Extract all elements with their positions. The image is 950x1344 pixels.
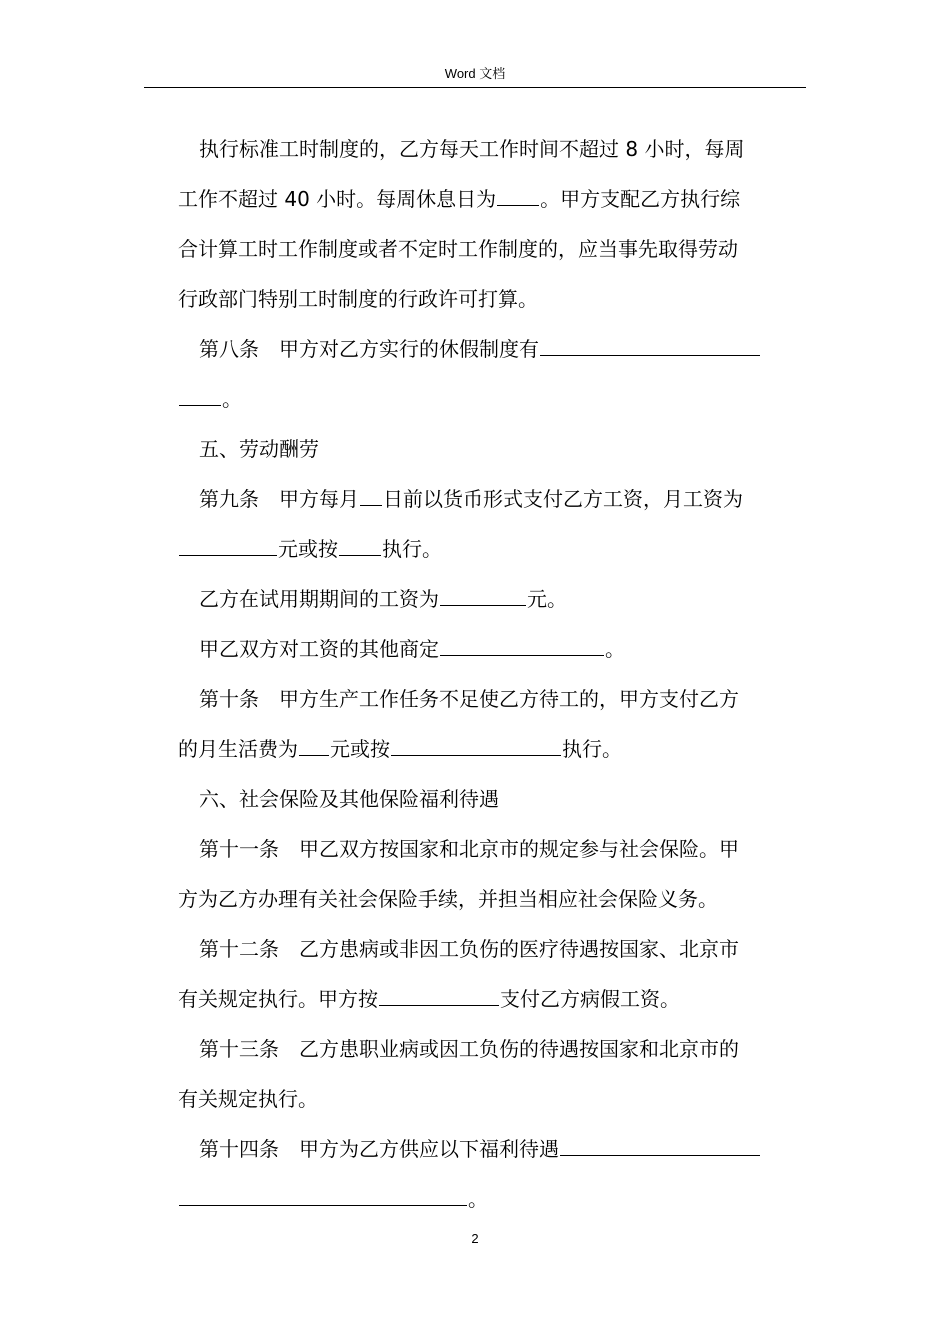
paragraph-line bbox=[178, 734, 622, 764]
text-run: 工作不超过 40 小时。每周休息日为 bbox=[178, 187, 497, 211]
text-run: 。 bbox=[605, 637, 625, 661]
text-run: 第十一条 甲乙双方按国家和北京市的规定参与社会保险。甲 bbox=[199, 837, 739, 861]
fill-in-blank[interactable] bbox=[179, 385, 221, 406]
text-run: 乙方在试用期期间的工资为 bbox=[199, 587, 439, 611]
article-13-line bbox=[199, 1034, 739, 1064]
text-run: 元。 bbox=[527, 587, 567, 611]
text-run: 第十三条 乙方患职业病或因工负伤的待遇按国家和北京市的 bbox=[199, 1037, 739, 1061]
text-run: 方为乙方办理有关社会保险手续，并担当相应社会保险义务。 bbox=[178, 887, 718, 911]
fill-in-blank[interactable] bbox=[560, 1135, 760, 1156]
fill-in-blank[interactable] bbox=[179, 535, 277, 556]
article-9-line bbox=[199, 484, 743, 514]
fill-in-blank[interactable] bbox=[339, 535, 381, 556]
paragraph-line bbox=[178, 384, 242, 414]
fill-in-blank[interactable] bbox=[391, 735, 561, 756]
section-heading bbox=[199, 434, 319, 464]
fill-in-blank[interactable] bbox=[179, 1185, 467, 1206]
text-run: 的月生活费为 bbox=[178, 737, 298, 761]
text-run: 甲乙双方对工资的其他商定 bbox=[199, 637, 439, 661]
text-run: 第十条 甲方生产工作任务不足使乙方待工的，甲方支付乙方 bbox=[199, 687, 739, 711]
text-run: 有关规定执行。甲方按 bbox=[178, 987, 378, 1011]
text-run: 行政部门特别工时制度的行政许可打算。 bbox=[178, 287, 538, 311]
fill-in-blank[interactable] bbox=[379, 985, 499, 1006]
paragraph-line bbox=[199, 584, 567, 614]
text-run: 执行。 bbox=[382, 537, 442, 561]
article-12-line bbox=[199, 934, 739, 964]
article-10-line bbox=[199, 684, 739, 714]
paragraph-line bbox=[199, 634, 625, 664]
text-run: 第八条 甲方对乙方实行的休假制度有 bbox=[199, 337, 539, 361]
text-run: 第十四条 甲方为乙方供应以下福利待遇 bbox=[199, 1137, 559, 1161]
paragraph-line bbox=[178, 534, 442, 564]
text-run: 五、劳动酬劳 bbox=[199, 437, 319, 461]
paragraph-line bbox=[178, 984, 680, 1014]
text-run: 。甲方支配乙方执行综 bbox=[540, 187, 741, 211]
paragraph-line bbox=[178, 234, 738, 264]
text-run: 元或按 bbox=[330, 737, 390, 761]
paragraph-line bbox=[199, 134, 744, 164]
text-run: 。 bbox=[468, 1187, 488, 1211]
fill-in-blank[interactable] bbox=[540, 335, 760, 356]
page-header: Word 文档 bbox=[444, 66, 506, 81]
fill-in-blank[interactable] bbox=[497, 185, 539, 206]
text-run: 日前以货币形式支付乙方工资，月工资为 bbox=[383, 487, 743, 511]
section-heading bbox=[199, 784, 499, 814]
paragraph-line bbox=[178, 1184, 488, 1214]
paragraph-line bbox=[178, 884, 718, 914]
text-run: 合计算工时工作制度或者不定时工作制度的，应当事先取得劳动 bbox=[178, 237, 738, 261]
header-divider bbox=[144, 87, 806, 88]
text-run: 元或按 bbox=[278, 537, 338, 561]
text-run: 第十二条 乙方患病或非因工负伤的医疗待遇按国家、北京市 bbox=[199, 937, 739, 961]
fill-in-blank[interactable] bbox=[440, 585, 526, 606]
fill-in-blank[interactable] bbox=[299, 735, 329, 756]
page-number: 2 bbox=[471, 1231, 479, 1246]
text-run: 执行标准工时制度的，乙方每天工作时间不超过 8 小时，每周 bbox=[199, 137, 745, 161]
fill-in-blank[interactable] bbox=[360, 485, 382, 506]
paragraph-line bbox=[178, 284, 538, 314]
article-14-line bbox=[199, 1134, 761, 1164]
text-run: 执行。 bbox=[562, 737, 622, 761]
text-run: 有关规定执行。 bbox=[178, 1087, 318, 1111]
paragraph-line bbox=[178, 184, 740, 214]
article-11-line bbox=[199, 834, 739, 864]
text-run: 。 bbox=[222, 387, 242, 411]
article-8-line bbox=[199, 334, 761, 364]
text-run: 第九条 甲方每月 bbox=[199, 487, 359, 511]
text-run: 六、社会保险及其他保险福利待遇 bbox=[199, 787, 499, 811]
text-run: 支付乙方病假工资。 bbox=[500, 987, 680, 1011]
paragraph-line bbox=[178, 1084, 318, 1114]
fill-in-blank[interactable] bbox=[440, 635, 604, 656]
